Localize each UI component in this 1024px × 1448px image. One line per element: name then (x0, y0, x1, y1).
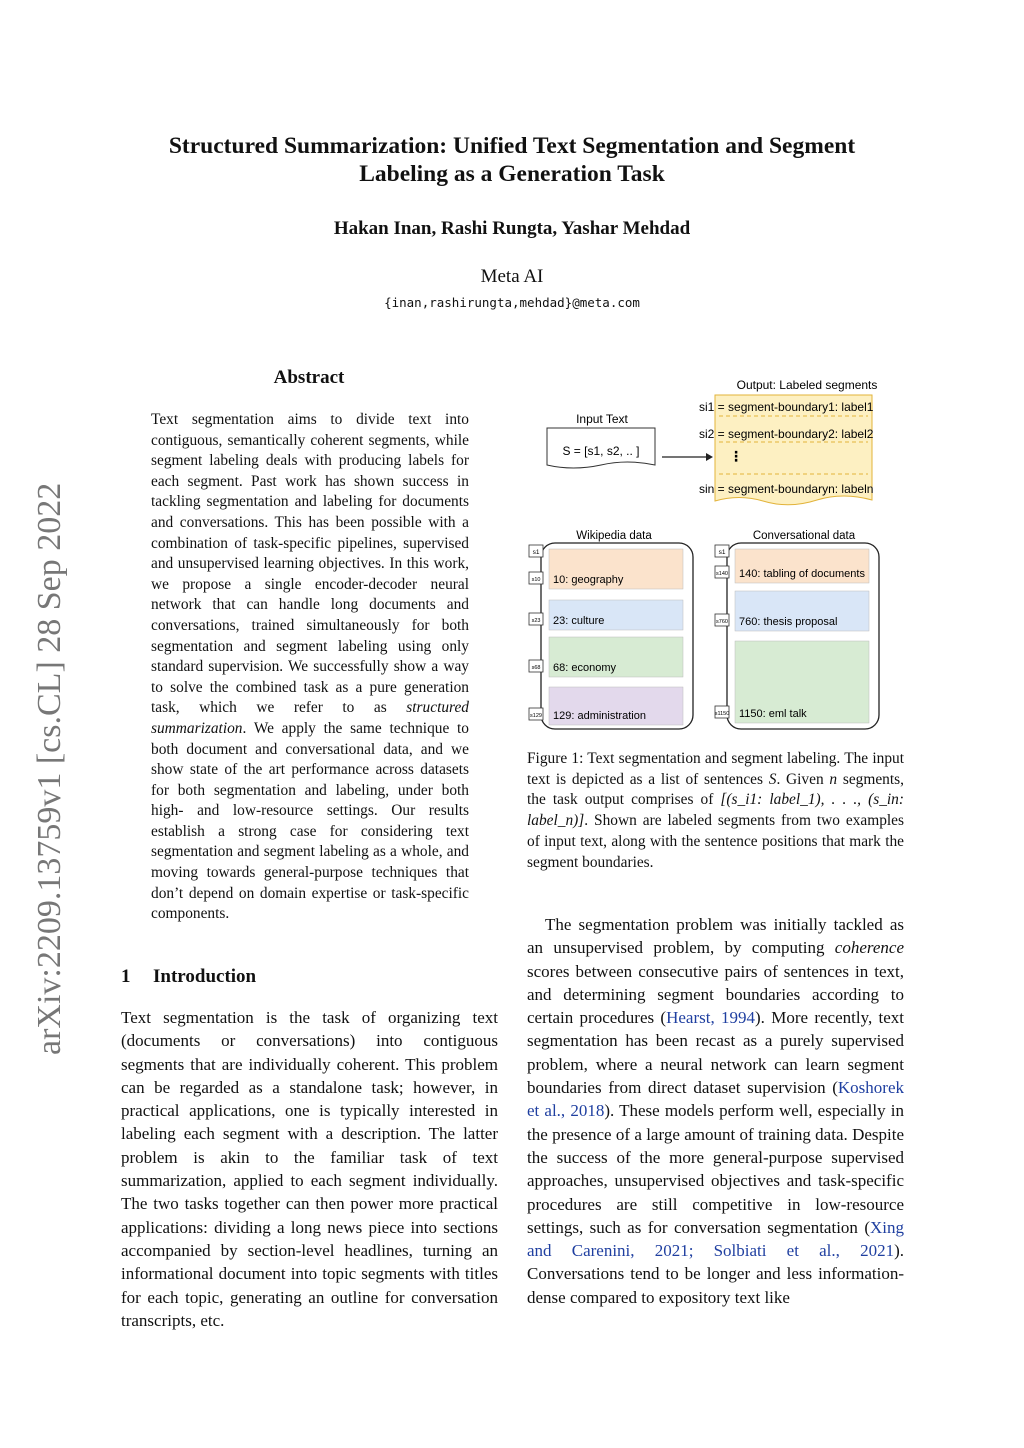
vertical-ellipsis-icon: ⋮ (729, 448, 743, 464)
wiki-segment-label: 23: culture (553, 615, 605, 627)
title-line-1: Structured Summarization: Unified Text Segmentation and Segment (168, 133, 856, 159)
input-formula: S = [s1, s2, .. ] (562, 444, 640, 458)
input-text-label: Input Text (576, 412, 628, 426)
output-row-n: sin = segment-boundaryn: labeln (699, 482, 874, 496)
arxiv-identifier: arXiv:2209.13759v1 [cs.CL] 28 Sep 2022 (31, 482, 68, 1055)
intro-right-paragraph: The segmentation problem was initially tackled as an unsupervised problem, by computing coherence scores between consecutive pairs of sentences in text, and determining segment boundaries according to certain procedures (Hearst, 1994). More recently, text segmentation has been recast as a purely supervised problem, where a neural network can learn segment boundaries from direct dataset supervision (Koshorek et al., 2018). These models perform well, especially in the presence of a large amount of training data. Despite the success of the more general-purpose supervised approaches, unsupervised objectives and task-specific procedures are still competitive in low-resource settings, such as for conversation segmentation (Xing and Carenini, 2021; Solbiati et al., 2021). Conversations tend to be longer and less information-dense compared to expository text like (527, 915, 904, 1307)
figure-1 (527, 375, 904, 735)
authors: Hakan Inan, Rashi Rungta, Yashar Mehdad (333, 218, 691, 239)
email: {inan,rashirungta,mehdad}@meta.com (384, 295, 640, 310)
wiki-segment-label: 68: economy (553, 662, 616, 674)
arrow-head-icon (706, 453, 713, 461)
output-row-1: si1 = segment-boundary1: label1 (699, 400, 874, 414)
conversational-title: Conversational data (752, 530, 856, 542)
wiki-marker-label: s129 (530, 713, 542, 719)
citation-koshorek[interactable]: Koshorek et al., 2018 (527, 1078, 904, 1121)
wiki-segment-label: 10: geography (553, 574, 624, 586)
wiki-segment-label: 129: administration (553, 710, 646, 722)
conv-segment-label: 1150: eml talk (739, 708, 807, 720)
conv-marker-label: s760 (716, 619, 728, 625)
citation-hearst[interactable]: Hearst, 1994 (666, 1008, 755, 1028)
arxiv-watermark (22, 450, 72, 1060)
affiliation: Meta AI (480, 266, 544, 287)
wiki-marker-label: s23 (531, 618, 541, 624)
abstract-text: Text segmentation aims to divide text into contiguous, semantically coherent segments, while segment labeling deals with producing labels for each segment. Past work has shown success in tackling segmentation and labeling for documents and conversations. This has been possible with a combination of task-specific pipelines, supervised and unsupervised learning objectives. In this work, we propose a single encoder-decoder neural network that can handle long documents and conversations, trained simultaneously for both segmentation and segment labeling using only standard supervision. We successfully show a way to solve the combined task as a pure generation task, which we refer to as structured summarization. We apply the same technique to both document and conversational data, and we show state of the art performance across datasets for both segmentation and labeling, under both high- and low-resource settings. Our results establish a strong case for considering text segmentation and segment labeling as a whole, and moving towards general-purpose techniques that don’t depend on domain expertise or task-specific components. (151, 411, 469, 923)
wikipedia-title: Wikipedia data (576, 530, 652, 542)
title-line-2: Labeling as a Generation Task (359, 161, 665, 187)
citation-xing-solbiati[interactable]: Xing and Carenini, 2021; Solbiati et al., 2021 (527, 1217, 904, 1261)
conv-marker-label: s140 (716, 571, 728, 577)
conv-marker-label: s1150 (714, 711, 730, 717)
abstract-heading: Abstract (273, 367, 345, 388)
output-label: Output: Labeled segments (736, 378, 878, 392)
conv-segment-label: 760: thesis proposal (739, 616, 838, 628)
intro-left-paragraph: Text segmentation is the task of organizing text (documents or conversations) into contiguous segments that are individually coherent. This problem can be regarded as a standalone task; however, in practical applications, one is typically interested in labeling each segment with a description. The latter problem is akin to the familiar task of text summarization, applied to each segment individually. The two tasks together can then power more practical applications: dividing a long news piece into sections accompanied by section-level headlines, turning an informational document into topic segments with titles for each topic, generating an outline for conversation transcripts, etc. (121, 1008, 498, 1330)
wiki-marker-first-label: s1 (532, 549, 540, 556)
conv-segment-label: 140: tabling of documents (739, 568, 865, 580)
paper-title (120, 132, 904, 188)
wiki-marker-label: s68 (531, 665, 541, 671)
conv-marker-first-label: s1 (718, 549, 726, 556)
figure-caption: Figure 1: Text segmentation and segment labeling. The input text is depicted as a list of sentences S. Given n segments, the task output comprises of [(s_i1: label_1), . . ., (s_in: label_n)]. Shown are labeled segments from two examples of input text, along with the sentence positions that mark the segment boundaries. (527, 750, 904, 871)
intro-heading: 1 Introduction (121, 966, 257, 987)
wiki-marker-label: s10 (531, 577, 541, 583)
output-row-2: si2 = segment-boundary2: label2 (699, 427, 874, 441)
